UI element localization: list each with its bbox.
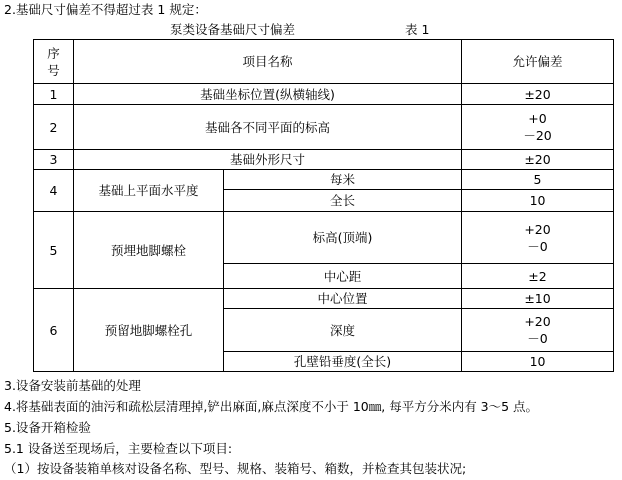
sub-item: 中心距 (224, 264, 462, 289)
paragraph-5-1: 5.1 设备送至现场后，主要检查以下项目: (4, 441, 233, 456)
row-item: 预留地脚螺栓孔 (74, 289, 224, 372)
sub-tolerance: +20 －0 (462, 212, 614, 264)
row-seq: 1 (34, 84, 74, 105)
row-item: 基础外形尺寸 (74, 150, 462, 170)
paragraph-5-1-1: （1）按设备装箱单核对设备名称、型号、规格、装箱号、箱数，并检查其包装状况; (4, 461, 467, 476)
sub-item: 中心位置 (224, 289, 462, 309)
row-item: 预埋地脚螺栓 (74, 212, 224, 289)
sub-item: 全长 (224, 190, 462, 212)
row-tolerance: +0 －20 (462, 105, 614, 150)
table-row (34, 84, 614, 105)
header-tolerance: 允许偏差 (462, 40, 614, 84)
row-tolerance: ±20 (462, 84, 614, 105)
table-header-row (34, 40, 614, 84)
table-row (34, 289, 614, 309)
header-seq: 序 号 (34, 40, 74, 84)
section-heading-5: 5.设备开箱检验 (4, 420, 91, 435)
section-heading-3: 3.设备安装前基础的处理 (4, 378, 141, 393)
sub-item: 每米 (224, 170, 462, 190)
tolerance-table (33, 39, 614, 372)
sub-tolerance: ±10 (462, 289, 614, 309)
table-row (34, 105, 614, 150)
sub-tolerance: 5 (462, 170, 614, 190)
sub-item: 标高(顶端) (224, 212, 462, 264)
table-row (34, 170, 614, 190)
row-seq: 2 (34, 105, 74, 150)
section-heading-2: 2.基础尺寸偏差不得超过表 1 规定： (4, 2, 207, 17)
row-seq: 3 (34, 150, 74, 170)
row-seq: 4 (34, 170, 74, 212)
paragraph-4: 4.将基础表面的油污和疏松层清理掉,铲出麻面,麻点深度不小于 10㎜, 每平方分米内有 3～5 点。 (4, 399, 539, 414)
row-item: 基础上平面水平度 (74, 170, 224, 212)
sub-item: 孔壁铅垂度(全长) (224, 352, 462, 372)
header-item: 项目名称 (74, 40, 462, 84)
sub-item: 深度 (224, 309, 462, 352)
table-row (34, 150, 614, 170)
sub-tolerance: ±2 (462, 264, 614, 289)
sub-tolerance: +20 －0 (462, 309, 614, 352)
table-number: 表 1 (405, 22, 430, 37)
sub-tolerance: 10 (462, 190, 614, 212)
table-caption (0, 22, 622, 38)
table-row (34, 212, 614, 264)
table-title: 泵类设备基础尺寸偏差 (170, 22, 296, 37)
row-seq: 5 (34, 212, 74, 289)
row-item: 基础坐标位置(纵横轴线) (74, 84, 462, 105)
row-item: 基础各不同平面的标高 (74, 105, 462, 150)
sub-tolerance: 10 (462, 352, 614, 372)
row-tolerance: ±20 (462, 150, 614, 170)
row-seq: 6 (34, 289, 74, 372)
